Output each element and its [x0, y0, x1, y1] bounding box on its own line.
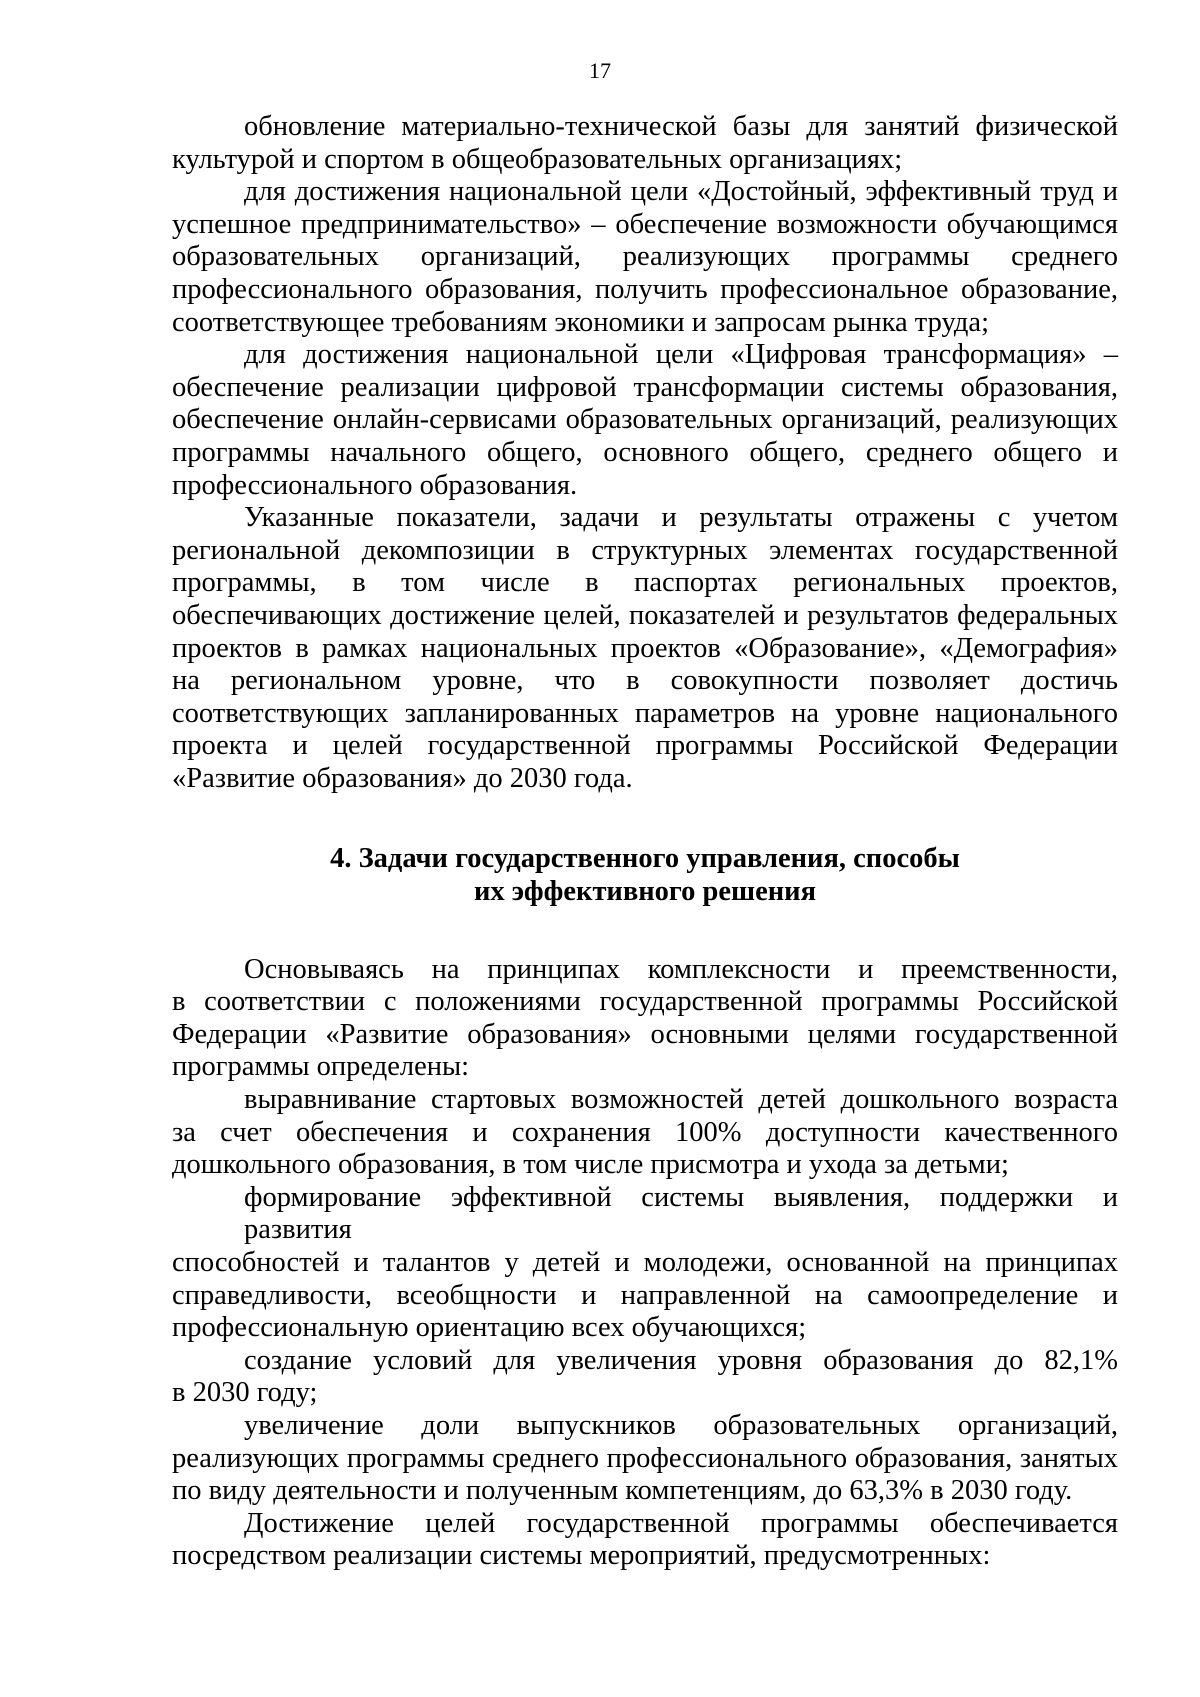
text-line: профессионального образования. [172, 469, 578, 501]
text-line: обновление материально-технической базы для занятий физической [244, 111, 1118, 142]
text-line: проектов в рамках национальных проектов «Образование», «Демография» [172, 632, 1118, 664]
text-line: увеличение доли выпускников образовательных организаций, [244, 1409, 1118, 1441]
text-line: в 2030 году; [172, 1377, 318, 1409]
text-line: обеспечение реализации цифровой трансформации системы образования, [172, 371, 1118, 403]
section-heading [172, 843, 1118, 908]
paragraph [172, 1182, 1118, 1345]
text-line: соответствующих запланированных параметров на уровне национального [172, 697, 1118, 729]
paragraph [172, 1508, 1118, 1573]
paragraph [172, 111, 1118, 176]
text-line: культурой и спортом в общеобразовательных организациях; [172, 143, 903, 175]
text-line: справедливости, всеобщности и направленной на самоопределение и [172, 1279, 1118, 1311]
text-line: успешное предпринимательство» – обеспечение возможности обучающимся [172, 208, 1118, 240]
text-line: проекта и целей государственной программы Российской Федерации [172, 730, 1118, 762]
section-heading-line-2: их эффективного решения [473, 876, 816, 908]
text-line: создание условий для увеличения уровня образования до 82,1% [244, 1344, 1118, 1376]
text-line: Федерации «Развитие образования» основными целями государственной [172, 1018, 1118, 1050]
text-line: профессиональную ориентацию всех обучающихся; [172, 1312, 807, 1344]
text-line: на региональном уровне, что в совокупности позволяет достичь [172, 665, 1118, 697]
text-line: посредством реализации системы мероприятий, предусмотренных: [172, 1540, 991, 1572]
text-line: выравнивание стартовых возможностей детей дошкольного возраста [244, 1084, 1118, 1116]
text-line: Указанные показатели, задачи и результаты отражены с учетом [244, 502, 1118, 534]
text-line: программы, в том числе в паспортах региональных проектов, [172, 567, 1118, 599]
text-line: региональной декомпозиции в структурных элементах государственной [172, 534, 1118, 566]
section-heading-line-1: 4. Задачи государственного управления, способы [330, 843, 960, 875]
document-body [172, 111, 1118, 1573]
text-line: обеспечение онлайн-сервисами образовательных организаций, реализующих [172, 404, 1118, 436]
text-line: «Развитие образования» до 2030 года. [172, 762, 633, 794]
paragraph [172, 954, 1118, 1084]
paragraph [172, 176, 1118, 339]
text-line: профессионального образования, получить профессиональное образование, [172, 273, 1118, 305]
paragraph [172, 1410, 1118, 1508]
text-line: дошкольного образования, в том числе присмотра и ухода за детьми; [172, 1149, 1009, 1181]
page-number: 17 [589, 58, 611, 83]
text-line: программы определены: [172, 1051, 470, 1083]
text-line: Основываясь на принципах комплексности и преемственности, [244, 953, 1118, 985]
text-line: по виду деятельности и полученным компетенциям, до 63,3% в 2030 году. [172, 1475, 1073, 1507]
text-line: для достижения национальной цели «Достойный, эффективный труд и [244, 176, 1118, 208]
text-line: соответствующее требованиям экономики и запросам рынка труда; [172, 306, 989, 338]
text-line: способностей и талантов у детей и молодежи, основанной на принципах [172, 1247, 1118, 1278]
paragraph [172, 1345, 1118, 1410]
text-line: программы начального общего, основного общего, среднего общего и [172, 436, 1118, 468]
paragraph [172, 1084, 1118, 1182]
text-line: для достижения национальной цели «Цифровая трансформация» – [244, 339, 1118, 371]
text-line: формирование эффективной системы выявления, поддержки и развития [244, 1181, 1118, 1246]
body-section-after [172, 954, 1118, 1573]
body-section-before [172, 111, 1118, 795]
text-line: в соответствии с положениями государственной программы Российской [172, 986, 1118, 1018]
paragraph [172, 339, 1118, 502]
paragraph [172, 502, 1118, 795]
text-line: образовательных организаций, реализующих программы среднего [172, 241, 1118, 273]
text-line: Достижение целей государственной программы обеспечивается [244, 1507, 1118, 1539]
text-line: обеспечивающих достижение целей, показателей и результатов федеральных [172, 599, 1118, 631]
text-line: реализующих программы среднего профессионального образования, занятых [172, 1442, 1118, 1474]
text-line: за счет обеспечения и сохранения 100% доступности качественного [172, 1116, 1118, 1148]
